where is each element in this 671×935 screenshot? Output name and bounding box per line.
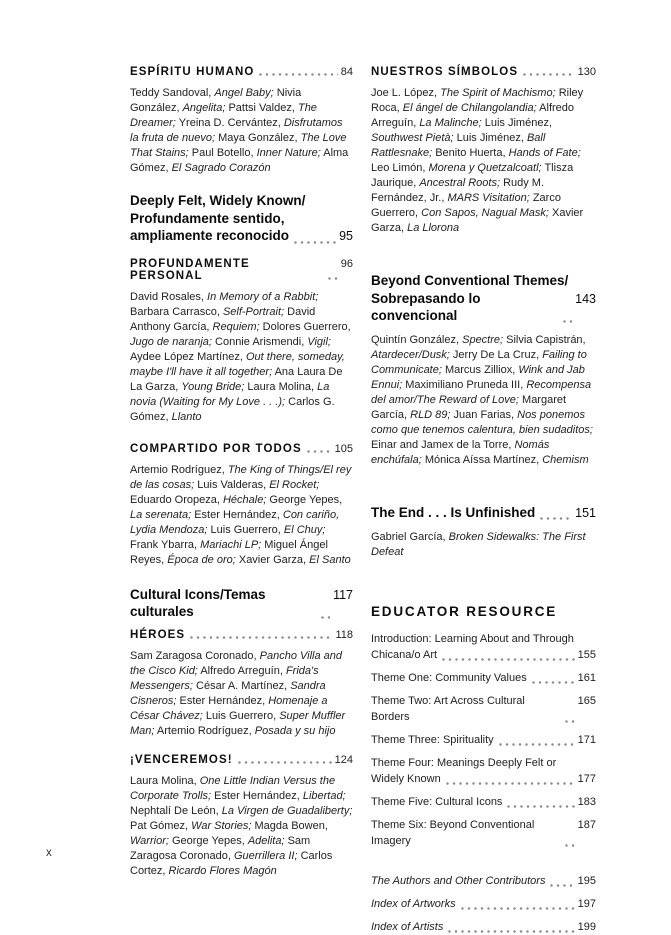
educator-item-line: Theme Two: Art Across Cultural Borders [371, 695, 525, 723]
toc-subhead-espiritu-humano [130, 66, 353, 78]
toc-subhead-heroes [130, 629, 353, 641]
leader-dots [507, 803, 574, 809]
educator-item-line: Theme One: Community Values [371, 672, 527, 684]
toc-chapter-the-end [371, 504, 596, 523]
leader-dots [321, 614, 330, 620]
page-number: 96 [340, 257, 353, 270]
artwork-list: Laura Molina, One Little Indian Versus the Corporate Trolls; Ester Hernández, Libertad; Nephtalí De León, La Virgen de Guadaliberty; Pat Gómez, War Stories; Magda Bowen, Warrior; George Yepes, Adelita; Sam Zaragosa Coronado, Guerrillera II; Carlos Cortez, Ricardo Flores Magón [130, 774, 353, 877]
page-number: 187 [577, 819, 596, 831]
backmatter-index-of-artists [371, 919, 596, 935]
section-title: COMPARTIDO POR TODOS [130, 442, 302, 455]
chapter-title-page-line [130, 227, 353, 246]
leader-dots [499, 741, 575, 747]
page-number: 199 [577, 921, 596, 933]
folio-page-number: x [46, 847, 52, 859]
educator-item-line: Widely Known [371, 773, 441, 785]
chapter-title-line: Sobrepasando lo convencional [371, 290, 481, 323]
toc-chapter-cultural-icons [130, 586, 353, 621]
educator-item-theme-five [371, 794, 596, 810]
leader-dots [461, 905, 575, 911]
leader-dots [238, 759, 332, 765]
educator-item-theme-one [371, 670, 596, 686]
toc-subhead-compartido-por-todos [130, 443, 353, 455]
toc-subhead-profundamente-personal [130, 258, 353, 282]
backmatter-label: Index of Artists [371, 921, 444, 933]
page-number: 161 [577, 672, 596, 684]
leader-dots [565, 718, 575, 724]
artwork-list: Sam Zaragosa Coronado, Pancho Villa and the Cisco Kid; Alfredo Arreguín, Frida's Messengers; César A. Martínez, Sandra Cisneros; Ester Hernández, Homenaje a César Chávez; Luis Guerrero, Super Muffler Man; Artemio Rodríguez, Posada y su hijo [130, 649, 346, 737]
section-title: PROFUNDAMENTE PERSONAL [130, 257, 250, 282]
page-number: 151 [575, 505, 596, 520]
page-number: 117 [333, 587, 353, 602]
chapter-title-line: Profundamente sentido, [130, 210, 285, 226]
educator-item-introduction [371, 631, 596, 663]
toc-chapter-deeply-felt [130, 192, 353, 246]
page-number: 118 [335, 628, 353, 641]
educator-item-page-line [371, 647, 596, 663]
artwork-list: Gabriel García, Broken Sidewalks: The First Defeat [371, 531, 586, 558]
toc-subhead-nuestros-simbolos [371, 66, 596, 78]
page-number: 183 [577, 796, 596, 808]
page-number: 155 [577, 649, 596, 661]
educator-item-line: Theme Four: Meanings Deeply Felt or [371, 757, 557, 769]
leader-dots [565, 842, 574, 848]
leader-dots [442, 656, 575, 662]
page-number: 130 [577, 66, 596, 78]
page-number: 177 [577, 773, 596, 785]
educator-item-line: Theme Six: Beyond Conventional Imagery [371, 819, 535, 847]
backmatter-label: The Authors and Other Contributors [371, 875, 546, 887]
chapter-title-line: The End . . . Is Unfinished [371, 504, 536, 520]
section-title: HÉROES [130, 628, 186, 641]
toc-subhead-venceremos [130, 754, 353, 766]
educator-item-theme-three [371, 732, 596, 748]
leader-dots [328, 275, 338, 281]
toc-chapter-beyond-conventional [371, 272, 596, 325]
page-number: 95 [339, 229, 353, 243]
educator-resource-title: EDUCATOR RESOURCE [371, 604, 558, 619]
artwork-list: Artemio Rodríguez, The King of Things/El rey de las cosas; Luis Valderas, El Rocket; Eduardo Oropeza, Héchale; George Yepes, La serenata; Ester Hernández, Con cariño, Lydia Mendoza; Luis Guerrero, El Chuy; Frank Ybarra, Mariachi LP; Miguel Ángel Reyes, Época de oro; Xavier Garza, El Santo [130, 463, 352, 566]
page-number: 165 [577, 695, 596, 707]
educator-item-line: Theme Three: Spirituality [371, 734, 494, 746]
backmatter-index-of-artworks [371, 896, 596, 912]
section-title: ¡VENCEREMOS! [130, 753, 233, 766]
leader-dots [446, 780, 575, 786]
page-number: 171 [577, 734, 596, 746]
page-number: 143 [575, 291, 596, 306]
leader-dots [259, 71, 337, 77]
toc-column-right [371, 66, 596, 935]
leader-dots [563, 318, 572, 324]
page-number: 197 [577, 898, 596, 910]
leader-dots [294, 239, 336, 245]
educator-item-line: Theme Five: Cultural Icons [371, 796, 503, 808]
artwork-list: David Rosales, In Memory of a Rabbit; Barbara Carrasco, Self-Portrait; David Anthony García, Requiem; Dolores Guerrero, Jugo de naranja; Connie Arismendi, Vigil; Aydee López Martínez, Out there, someday, maybe I'll have it all together; Ana Laura De La Garza, Young Bride; Laura Molina, La novia (Waiting for My Love . . .); Carlos G. Gómez, Llanto [130, 290, 351, 423]
leader-dots [190, 634, 332, 640]
artwork-list: Quintín González, Spectre; Silvia Capistrán, Atardecer/Dusk; Jerry De La Cruz, Failing to Communicate; Marcus Zilliox, Wink and Jab Ennui; Maximiliano Pruneda III, Recompensa del amor/The Reward of Love; Margaret García, RLD 89; Juan Farias, Nos ponemos como que tenemos calentura, bien sudaditos; Einar and Jamex de la Torre, Nomás enchúfala; Mónica Aíssa Martínez, Chemism [371, 333, 593, 466]
page-number: 124 [334, 753, 353, 766]
section-title: ESPÍRITU HUMANO [130, 66, 255, 78]
chapter-title-page-line [371, 504, 596, 523]
page-number: 195 [577, 875, 596, 887]
backmatter-label: Index of Artworks [371, 898, 456, 910]
educator-item-line: Chicana/o Art [371, 649, 438, 661]
toc-column-left [130, 66, 353, 879]
educator-item-theme-four [371, 755, 596, 787]
leader-dots [523, 71, 575, 77]
page-number: 84 [340, 66, 353, 78]
backmatter-authors-contributors [371, 873, 596, 889]
chapter-title-page-line [371, 290, 596, 325]
chapter-title-line: Cultural Icons/Temas culturales [130, 586, 266, 619]
section-title: NUESTROS SÍMBOLOS [371, 66, 519, 78]
chapter-title-line: Deeply Felt, Widely Known/ [130, 193, 306, 208]
artwork-list: Teddy Sandoval, Angel Baby; Nivia González, Angelita; Pattsi Valdez, The Dreamer; Yreina D. Cervántez, Disfrutamos la fruta de nuevo; Maya González, The Love That Stains; Paul Botello, Inner Nature; Alma Gómez, El Sagrado Corazón [130, 87, 349, 174]
chapter-title-line: ampliamente reconocido [130, 228, 290, 243]
leader-dots [540, 515, 572, 521]
educator-item-theme-two [371, 693, 596, 725]
chapter-title-line: Beyond Conventional Themes/ [371, 273, 569, 288]
page-number: 105 [334, 442, 353, 455]
leader-dots [448, 928, 574, 934]
educator-item-page-line [371, 771, 596, 787]
leader-dots [307, 448, 332, 454]
educator-item-line: Introduction: Learning About and Through [371, 633, 574, 645]
leader-dots [532, 679, 575, 685]
artwork-list: Joe L. López, The Spirit of Machismo; Riley Roca, El ángel de Chilangolandia; Alfredo Arreguín, La Malinche; Luis Jiménez, Southwest Pietà; Luis Jiménez, Ball Rattlesnake; Benito Huerta, Hands of Fate; Leo Limón, Morena y Quetzalcoatl; Tlisza Jaurique, Ancestral Roots; Rudy M. Fernández, Jr., MARS Visitation; Zarco Guerrero, Con Sapos, Nagual Mask; Xavier Garza, La Llorona [371, 87, 584, 234]
educator-item-theme-six [371, 817, 596, 849]
chapter-title-page-line [130, 586, 353, 621]
leader-dots [550, 882, 574, 888]
